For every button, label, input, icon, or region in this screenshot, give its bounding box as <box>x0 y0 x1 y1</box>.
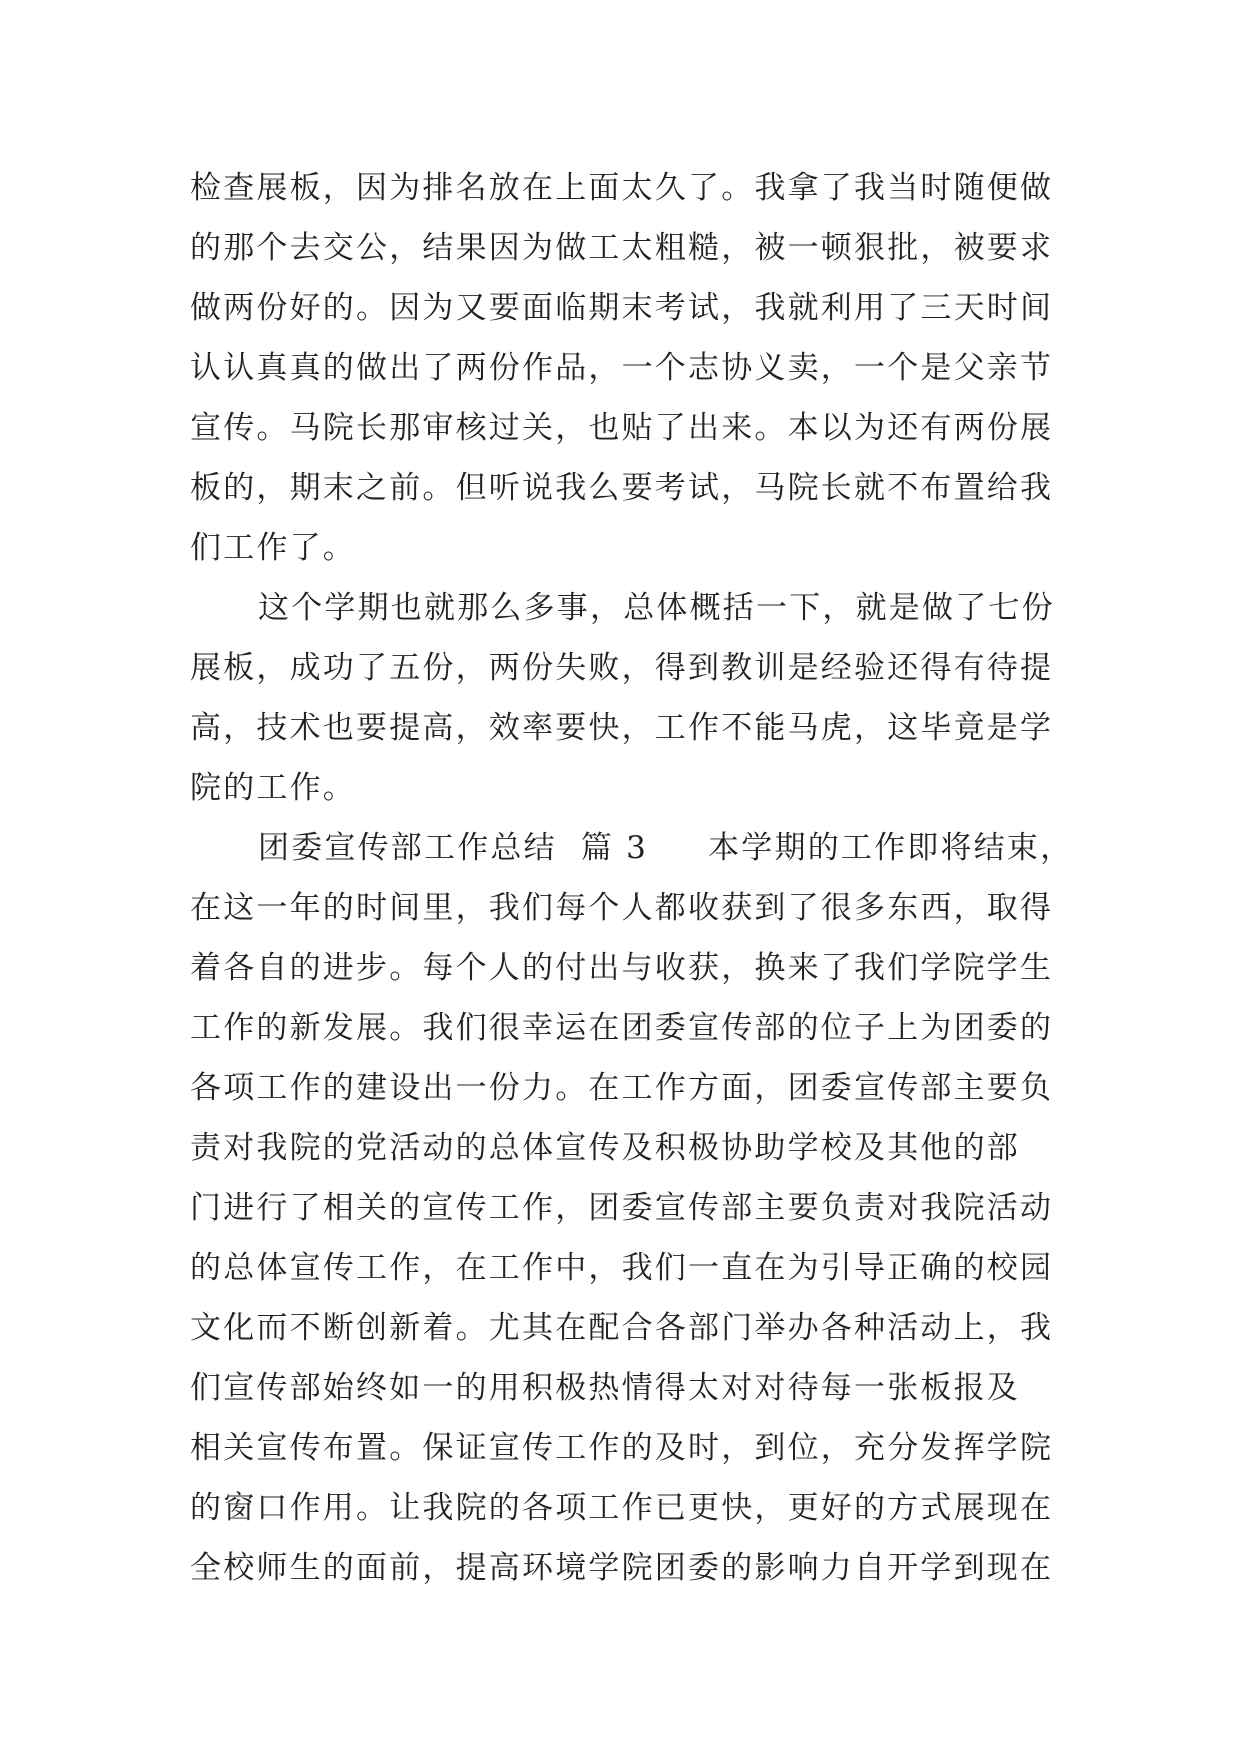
text-line: 全校师生的面前，提高环境学院团委的影响力自开学到现在 <box>190 1550 1054 1586</box>
paragraph-2 <box>190 578 1070 818</box>
text-line: 门进行了相关的宣传工作，团委宣传部主要负责对我院活动 <box>190 1190 1054 1226</box>
text-line: 相关宣传布置。保证宣传工作的及时，到位，充分发挥学院 <box>190 1430 1054 1466</box>
text-line: 院的工作。 <box>190 770 356 806</box>
text-line: 们宣传部始终如一的用积极热情得太对对待每一张板报及 <box>190 1370 1020 1406</box>
text-line: 检查展板，因为排名放在上面太久了。我拿了我当时随便做 <box>190 170 1054 206</box>
text-line: 文化而不断创新着。尤其在配合各部门举办各种活动上，我 <box>190 1310 1054 1346</box>
text-line: 责对我院的党活动的总体宣传及积极协助学校及其他的部 <box>190 1130 1020 1166</box>
text-line: 板的，期末之前。但听说我么要考试，马院长就不布置给我 <box>190 470 1054 506</box>
body-text <box>190 158 1074 1598</box>
text-line: 的那个去交公，结果因为做工太粗糙，被一顿狠批，被要求 <box>190 230 1054 266</box>
paragraph-1 <box>190 158 1070 578</box>
text-line: 的窗口作用。让我院的各项工作已更快，更好的方式展现在 <box>190 1490 1054 1526</box>
text-line: 们工作了。 <box>190 530 356 566</box>
text-line: 高，技术也要提高，效率要快，工作不能马虎，这毕竟是学 <box>190 710 1054 746</box>
text-line: 工作的新发展。我们很幸运在团委宣传部的位子上为团委的 <box>190 1010 1054 1046</box>
section-heading: 团委宣传部工作总结 篇 3 <box>258 830 649 866</box>
text-line: 的总体宣传工作，在工作中，我们一直在为引导正确的校园 <box>190 1250 1054 1286</box>
text-line: 做两份好的。因为又要面临期末考试，我就利用了三天时间 <box>190 290 1054 326</box>
section-heading-text: 本学期的工作即将结束， <box>708 830 1074 866</box>
text-line: 着各自的进步。每个人的付出与收获，换来了我们学院学生 <box>190 950 1054 986</box>
section-heading-line <box>190 818 1074 878</box>
text-line: 展板，成功了五份，两份失败，得到教训是经验还得有待提 <box>190 650 1054 686</box>
text-line: 各项工作的建设出一份力。在工作方面，团委宣传部主要负 <box>190 1070 1054 1106</box>
text-line: 这个学期也就那么多事，总体概括一下，就是做了七份 <box>258 590 1055 626</box>
text-line: 宣传。马院长那审核过关，也贴了出来。本以为还有两份展 <box>190 410 1054 446</box>
text-line: 认认真真的做出了两份作品，一个志协义卖，一个是父亲节 <box>190 350 1054 386</box>
text-line: 在这一年的时间里，我们每个人都收获到了很多东西，取得 <box>190 890 1054 926</box>
paragraph-3 <box>190 818 1074 1598</box>
